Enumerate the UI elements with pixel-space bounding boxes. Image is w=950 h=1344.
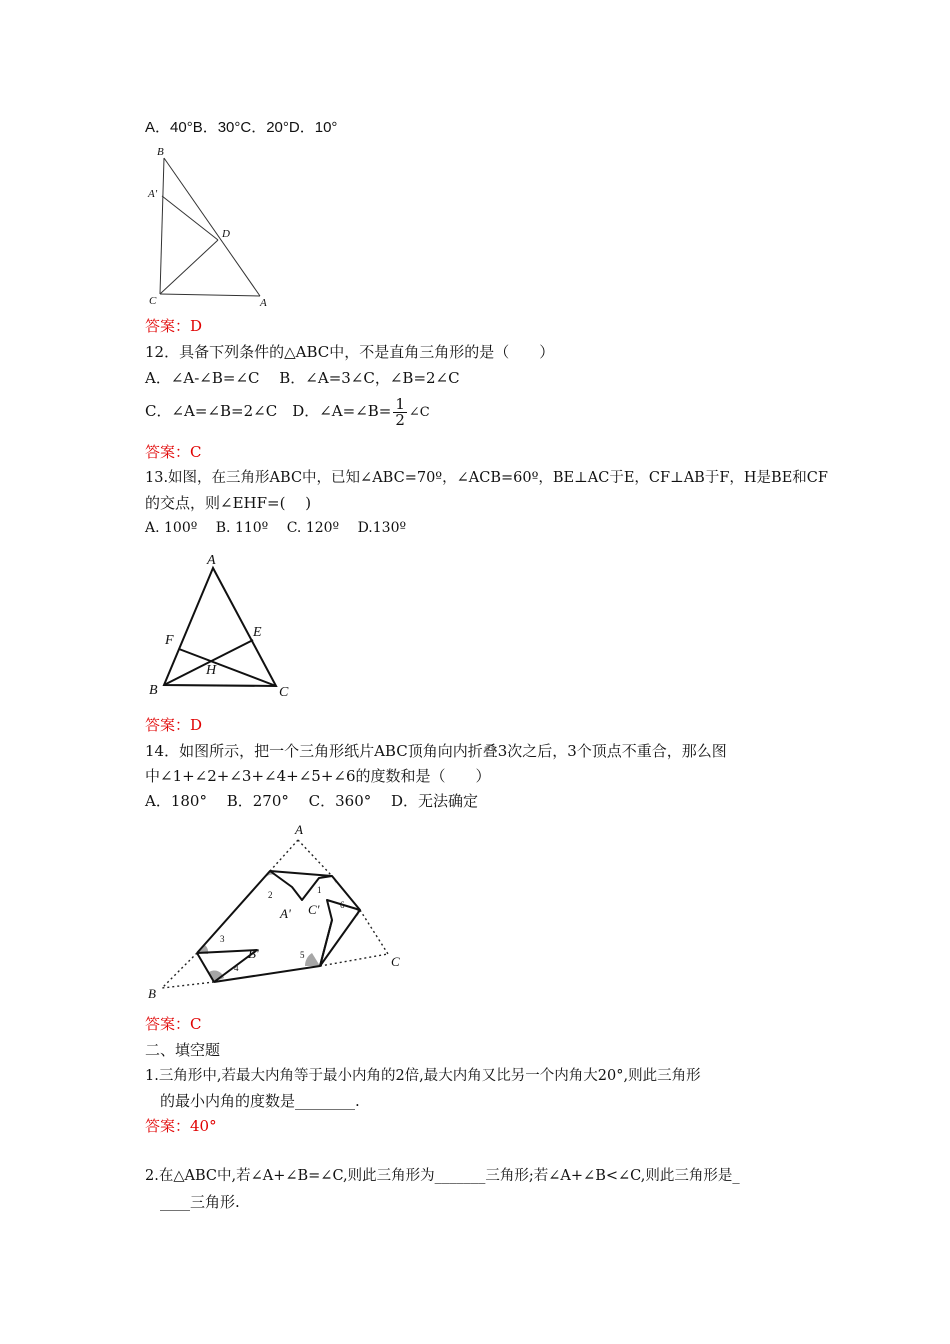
answer-13: 答案：D [145,716,203,734]
q14-figure [140,818,410,1006]
q14-stem-line2: 中∠1+∠2+∠3+∠4+∠5+∠6的度数和是（ ） [145,767,491,785]
q13-stem-line1: 13.如图，在三角形ABC中，已知∠ABC=70º，∠ACB=60º，BE⊥AC于E，CF⊥AB于F，H是BE和CF [145,470,828,486]
dotted-b-lower [162,982,214,988]
line-a-prime-d [162,196,218,240]
angle-label-6: 6 [340,900,345,910]
folded-outline [197,871,360,982]
fold-b-edge [197,953,214,982]
label-b: B [148,986,156,1001]
fill1-line1: 1.三角形中,若最大内角等于最小内角的2倍,最大内角又比另一个内角大20°,则此三角形 [145,1068,701,1084]
label-c: C [391,954,400,969]
label-a-prime: A' [280,906,291,921]
label-a: A [295,822,303,837]
line-cf [179,649,276,686]
label-h: H [206,663,217,678]
q12-options-ab: A．∠A-∠B=∠C B．∠A=3∠C，∠B=2∠C [145,369,460,387]
fraction-one-half [393,394,407,429]
q12-opt-cd-suffix: ∠C [408,405,430,420]
label-b: B [157,146,164,158]
line-ca [160,294,260,296]
line-ba [164,158,260,296]
answer-11: 答案：D [145,317,203,335]
dotted-c-lower [320,954,388,966]
angle-label-2: 2 [268,890,273,900]
q12-options-cd [145,395,430,435]
q11-options: A．40°B．30°C．20°D．10° [145,119,338,136]
fill2-line1: 2.在△ABC中,若∠A+∠B=∠C,则此三角形为_______三角形;若∠A+∠B<∠C,则此三角形是_ [145,1168,740,1184]
angle-label-4: 4 [234,963,239,973]
q12-opt-cd-prefix: C．∠A=∠B=2∠C D．∠A=∠B= [145,402,392,420]
label-c-prime: C' [308,902,320,917]
label-c: C [279,685,289,700]
angle-5-shade [305,953,320,966]
q11-figure [140,140,280,312]
q13-options: A. 100º B. 110º C. 120º D.130º [145,520,407,536]
fill1-line2: 的最小内角的度数是________. [160,1092,360,1110]
line-cd [160,240,218,294]
q13-figure [140,548,300,703]
label-f: F [165,633,174,648]
angle-label-5: 5 [300,950,305,960]
answer-12: 答案：C [145,443,202,461]
dotted-c-upper [360,910,388,954]
q14-options: A．180° B．270° C．360° D．无法确定 [145,792,479,810]
dotted-a-right [298,840,332,876]
label-a: A [260,297,267,309]
line-bc [160,158,164,294]
label-d: D [222,228,230,240]
fraction-numerator: 1 [395,394,405,413]
section-2-title: 二、填空题 [145,1041,221,1059]
label-b-prime: B' [248,946,259,961]
q12-stem: 12．具备下列条件的△ABC中，不是直角三角形的是（ ） [145,343,555,361]
q13-stem-line2: 的交点，则∠EHF=( ) [145,494,312,512]
angle-label-3: 3 [220,934,225,944]
fill2-line2: ____三角形. [160,1193,240,1211]
label-c: C [149,295,157,307]
dotted-b-upper [162,953,197,988]
angle-label-1: 1 [317,885,322,895]
label-e: E [253,625,262,640]
answer-14: 答案：C [145,1015,202,1033]
label-a-prime: A' [148,188,158,200]
label-a: A [207,553,216,568]
dotted-a-left [270,840,298,871]
fill1-answer: 答案：40° [145,1117,217,1135]
label-b: B [149,683,158,698]
q14-stem-line1: 14．如图所示，把一个三角形纸片ABC顶角向内折叠3次之后，3个顶点不重合，那么图 [145,742,727,760]
fraction-denominator: 2 [395,410,405,429]
